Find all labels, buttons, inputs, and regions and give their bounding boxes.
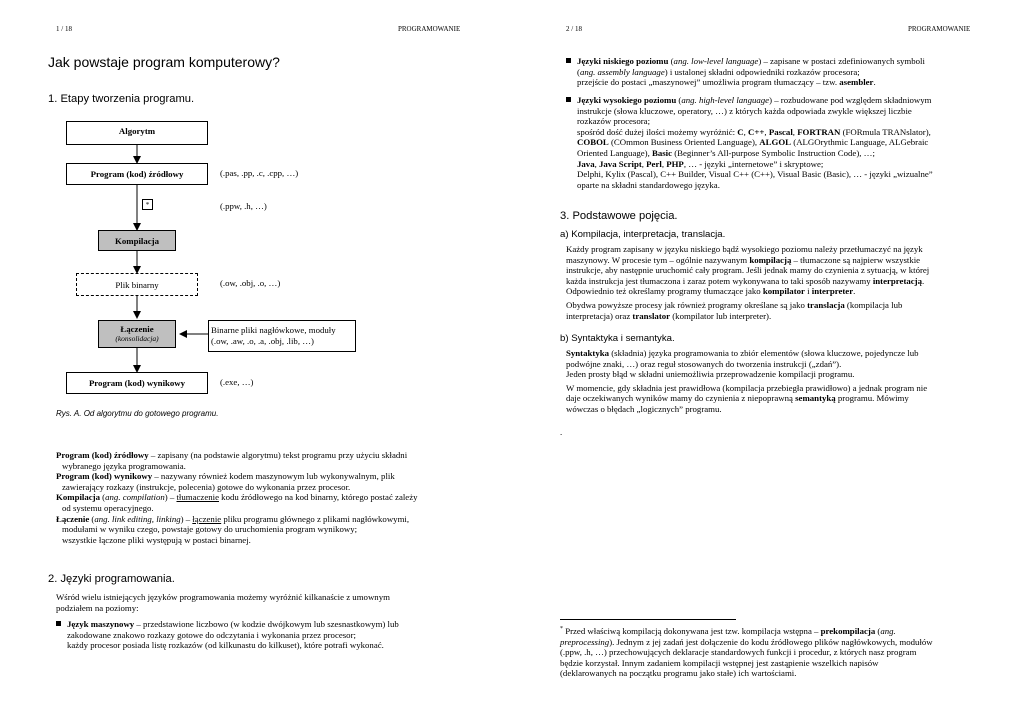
paragraph-compilation: Każdy program zapisany w języku niskiego bądź wysokiego poziomu należy przetłumaczyć na język maszynowy. W procesie tym – ogólnie nazywanym kompilacją – tłumaczone są najpierw wszystkie instrukcje, aby następnie uruchomić cały program. Jeśli jednak mamy do czynienia z sytuacją, w której każda instrukcja jest tłumaczona i zaraz potem wykonywana to taki sposób nazywamy interpretacją. Odpowiednio też określamy programy tłumaczące jako kompilator i interpreter. Obydwa powyższe procesy jak również programy określane są jako translacja (kompilacja lub interpretacja) oraz translator (kompilator lub interpreter). bbox=[566, 244, 930, 321]
page-title: Jak powstaje program komputerowy? bbox=[48, 54, 280, 70]
definition: Kompilacja (ang. compilation) – tłumaczenie kodu źródłowego na kod binarny, którego postać zależy bbox=[56, 492, 418, 503]
box-plik-binarny: Plik binarny bbox=[76, 273, 198, 296]
bullet-machine-language: Język maszynowy – przedstawione liczbowo (w kodzie dwójkowym lub szesnastkowym) lub zakodowane znakowo rozkazy gotowe do odczytania i wykonania przez procesor; każdy procesor posiada listę rozkazów (od kilkunastu do kilkuset), które potrafi wykonać. bbox=[56, 619, 496, 651]
definition-cont: od systemu operacyjnego. bbox=[62, 502, 154, 513]
paragraph-syntax: Syntaktyka (składnia) języka programowania to zbiór elementów (słowa kluczowe, pojedyncze lub podwójne znaki, …) oraz reguł stosowanych do tworzenia instrukcji („zdań”). Jeden prosty błąd w składni uniemożliwia przeprowadzenie kompilacji programu. W momencie, gdy składnia jest prawidłowa (kompilacja przebiegła prawidłowo) a jednak program nie daje oczekiwanych wyników mamy do czynienia z niepoprawną semantyką programu. Mówimy wówczas o błędach „logicznych” programu. bbox=[566, 348, 928, 414]
box-biblioteki: Binarne pliki nagłówkowe, moduły (.ow, .aw, .o, .a, .obj, .lib, …) bbox=[208, 320, 356, 352]
section-heading: 3. Podstawowe pojęcia. bbox=[560, 210, 678, 222]
box-kod-zrodlowy: Program (kod) źródłowy bbox=[66, 163, 208, 185]
definitions bbox=[56, 450, 496, 545]
box-laczenie: Łączenie (konsolidacja) bbox=[98, 320, 176, 348]
bullet-high-level: Języki wysokiego poziomu (ang. high-level language) – rozbudowane pod względem składniowym instrukcje (słowa kluczowe, operatory, …) z których każda odpowiada zwykle większej liczbie rozkazów procesora; spośród dość dużej ilości możemy wyróżnić: C, C++, Pascal, FORTRAN (FORmula TRANslator), COBOL (COmmon Business Oriented Language), ALGOL (ALGOrythmic Language, ALGebraic Oriented Language), Basic (Beginner’s All-purpose Symbolic Instruction Code), …; Java, Java Script, Perl, PHP, … - języki „internetowe” i skryptowe; Delphi, Kylix (Pascal), C++ Builder, Visual C++ (C++), Visual Basic (Basic), … - języki „wizualne” oparte na składni standardowego języka. bbox=[566, 95, 986, 190]
section-heading: 1. Etapy tworzenia programu. bbox=[48, 93, 195, 105]
bullet-icon bbox=[566, 97, 571, 102]
definition-cont: wybranego języka programowania. bbox=[62, 460, 186, 471]
definition: Łączenie (ang. link editing, linking) – łączenie pliku programu głównego z plikami nagłówkowymi, bbox=[56, 513, 410, 524]
page-number: 2 / 18 bbox=[566, 25, 582, 33]
stray-dot: . bbox=[560, 427, 563, 437]
bullet-low-level: Języki niskiego poziomu (ang. low-level language) – zapisane w postaci zdefiniowanych symboli (ang. assembly language) i ustalonej składni odpowiedniki rozkazów procesora; przejście do postaci „maszynowej” umożliwia program tłumaczący – tzw. asembler. bbox=[566, 56, 986, 88]
footnote: * Przed właściwą kompilacją dokonywana jest tzw. kompilacja wstępna – prekompilacja (ang. preprocessing). Jednym z jej zadań jest dołączenie do kodu źródłowego plików nagłówkowych, modułów (.ppw, .h, …) przechowujących deklaracje standardowych funkcji i procedur, z których nasz program będzie korzystał. Innym zadaniem kompilacji wstępnej jest zastąpienie wszelkich napisów (deklarowanych na początku programu jako stałe) ich wartościami. bbox=[560, 625, 933, 679]
bullet-icon bbox=[566, 58, 571, 63]
box-kod-wynikowy: Program (kod) wynikowy bbox=[66, 372, 208, 394]
running-header: PROGRAMOWANIE bbox=[398, 25, 461, 33]
box-algorytm: Algorytm bbox=[66, 121, 208, 145]
bullet-icon bbox=[56, 621, 61, 626]
footnote-marker-box: * bbox=[142, 199, 153, 210]
definition: Program (kod) wynikowy – nazywany również kodem maszynowym lub wykonywalnym, plik bbox=[56, 471, 395, 482]
definition: Program (kod) źródłowy – zapisany (na podstawie algorytmu) tekst programu przy użyciu składni bbox=[56, 450, 408, 460]
section-heading: 2. Języki programowania. bbox=[48, 573, 175, 585]
section2-intro: Wśród wielu istniejących języków programowania możemy wyróżnić kilkanaście z umownym podziałem na poziomy: bbox=[56, 592, 390, 613]
definition-cont: zawierający rozkazy (instrukcje, polecenia) gotowe do wykonania przez procesor. bbox=[62, 481, 351, 492]
figure-caption: Rys. A. Od algorytmu do gotowego programu. bbox=[56, 409, 219, 418]
binary-extensions: (.ow, .obj, .o, …) bbox=[220, 278, 281, 288]
source-extensions: (.pas, .pp, .c, .cpp, …) bbox=[220, 168, 299, 178]
running-header: PROGRAMOWANIE bbox=[908, 25, 971, 33]
definition-cont: modułami w wyniku czego, powstaje gotowy do uruchomienia program wynikowy; bbox=[62, 524, 358, 535]
subsection-heading: b) Syntaktyka i semantyka. bbox=[560, 333, 675, 344]
page-number: 1 / 18 bbox=[56, 25, 72, 33]
definition-cont: wszystkie łączone pliki występują w postaci binarnej. bbox=[62, 534, 251, 545]
subsection-heading: a) Kompilacja, interpretacja, translacja. bbox=[560, 229, 726, 240]
footnote-separator bbox=[560, 619, 736, 620]
exe-extensions: (.exe, …) bbox=[220, 377, 254, 387]
box-kompilacja: Kompilacja bbox=[98, 230, 176, 251]
header-extensions: (.ppw, .h, …) bbox=[220, 201, 267, 211]
